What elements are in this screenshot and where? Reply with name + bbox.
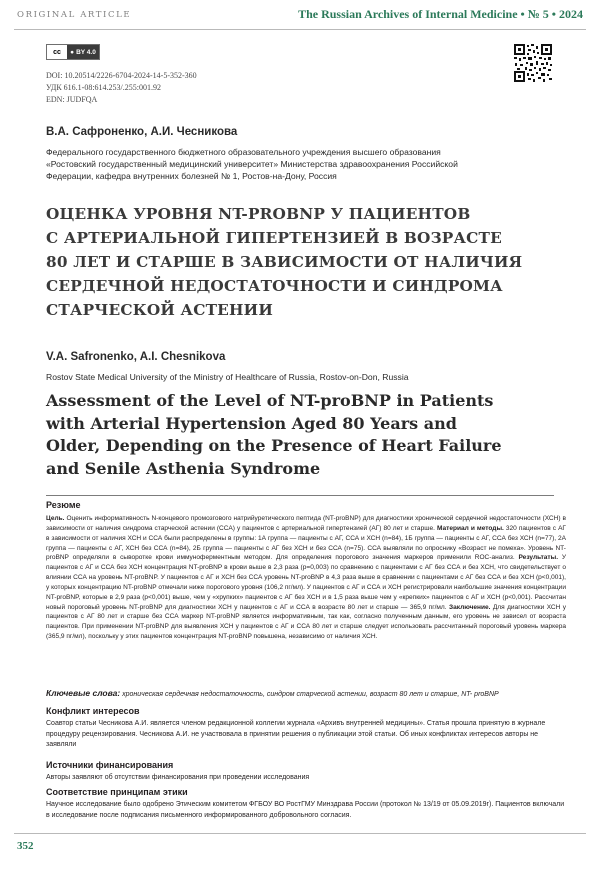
title-en-line: and Senile Asthenia Syndrome xyxy=(46,458,321,478)
journal-title: The Russian Archives of Internal Medicine • № 5 • 2024 xyxy=(298,7,583,21)
title-ru-line: СТАРЧЕСКОЙ АСТЕНИИ xyxy=(46,301,273,319)
section-divider xyxy=(46,495,554,496)
goal-label: Цель. xyxy=(46,515,65,522)
doi-line[interactable]: DOI: 10.20514/2226-6704-2024-14-5-352-360 xyxy=(46,71,197,80)
ethics-heading: Соответствие принципам этики xyxy=(46,787,188,797)
keywords-text: хроническая сердечная недостаточность, синдром старческой астении, возраст 80 лет и старше, NT- proBNP xyxy=(120,691,499,698)
results-text: У пациентов с АГ и ССА без ХСН концентрация NT-proBNP в крови выше в 2,3 раза (p=0,003) по сравнению с пациентами с АГ без ССА и без ХСН, что свидетельствует о влиянии ССА на уровень NT-proBNP. У пациентов с АГ и ХСН без ССА уровень NT-proBNP в 4,3 раза выше в сравнении с пациентами с АГ без ССА и без ХСН (p<0,001), у которых концентрацию NT-proBNP отмечали ниже порогового уровня (106,2 пг/мл). У пациентов с АГ и ССА и ХСН регистрировали наибольшие значения концентрации NT-proBNP, которые в 2,9 раза (p<0,001) выше, чем у «хрупких» пациентов с АГ без ХСН и в 1,5 раза выше чем у «крепких» пациентов с АГ и ХСН (p<0,001). Рассчитан новый пороговый уровень NT-proBNP для диагностики ХСН у пациентов с АГ и ССА в возрасте 80 лет и старше — 365,9 пг/мл. xyxy=(46,554,567,611)
title-ru-line: ОЦЕНКА УРОВНЯ NT-PROBNP У ПАЦИЕНТОВ xyxy=(46,205,471,223)
edn-line: EDN: JUDFQA xyxy=(46,95,98,104)
udk-line: УДК 616.1-08:614.253/.255:001.92 xyxy=(46,83,161,92)
conclusion-label: Заключение. xyxy=(448,603,491,611)
conflict-text: Соавтор статьи Чесникова А.И. является членом редакционной коллегии журнала «Архивъ внутренней медицины». Статья прошла принятую в журнале процедуру рецензирования. Чесникова А.И. не участвовала в принятии решения о публикации этой статьи. Об иных конфликтах интересов авторы не заявляли xyxy=(46,720,546,748)
abstract-heading: Резюме xyxy=(46,500,81,510)
funding-heading: Источники финансирования xyxy=(46,760,174,770)
authors-en: V.A. Safronenko, A.I. Chesnikova xyxy=(46,351,226,363)
title-en-line: Assessment of the Level of NT-proBNP in Patients xyxy=(46,391,494,410)
keywords-label: Ключевые слова: xyxy=(46,688,121,698)
funding-text: Авторы заявляют об отсутствии финансирования при проведении исследования xyxy=(46,774,310,781)
page-number: 352 xyxy=(17,840,34,852)
affiliation-en: Rostov State Medical University of the Ministry of Healthcare of Russia, Rostov-on-Don, Russia xyxy=(46,372,409,382)
footer-divider xyxy=(14,833,586,834)
results-label: Результаты. xyxy=(518,554,559,562)
goal-text: Оценить информативность N-концевого промозгового натрийуретического пептида (NT-proBNP) для диагностики хронической сердечной недостаточности (ХСН) в зависимости от наличия синдрома старческой астении (ССА) у пациентов с артериальной гипертензией (АГ) 80 лет и старше. xyxy=(46,515,566,532)
keywords xyxy=(46,688,566,700)
title-ru-line: СЕРДЕЧНОЙ НЕДОСТАТОЧНОСТИ И СИНДРОМА xyxy=(46,277,503,295)
affiliation-ru: Федерального государственного бюджетного образовательного учреждения высшего образования «Ростовский государственный медицинский университет» Министерства здравоохранения Российской Федерации, кафедра внутренних болезней № 1, Ростов-на-Дону, Россия xyxy=(46,147,458,181)
cc-icon: cc xyxy=(53,48,61,56)
title-ru-line: 80 ЛЕТ И СТАРШЕ В ЗАВИСИМОСТИ ОТ НАЛИЧИЯ xyxy=(46,253,523,271)
conflict-heading: Конфликт интересов xyxy=(46,706,140,716)
abstract-body xyxy=(46,514,566,642)
cc-license-badge[interactable] xyxy=(46,44,100,60)
section-label: ORIGINAL ARTICLE xyxy=(17,10,132,20)
methods-label: Материал и методы. xyxy=(436,524,504,532)
qr-code-icon xyxy=(513,43,553,83)
title-ru-line: С АРТЕРИАЛЬНОЙ ГИПЕРТЕНЗИЕЙ В ВОЗРАСТЕ xyxy=(46,229,502,247)
cc-by-label: ● BY 4.0 xyxy=(67,45,99,59)
header-divider xyxy=(14,29,586,30)
authors-ru: В.А. Сафроненко, А.И. Чесникова xyxy=(46,126,238,138)
title-en xyxy=(46,390,556,480)
title-en-line: Older, Depending on the Presence of Heart Failure xyxy=(46,436,502,455)
title-ru xyxy=(46,202,546,322)
title-en-line: with Arterial Hypertension Aged 80 Years and xyxy=(46,413,457,433)
ethics-text: Научное исследование было одобрено Этическим комитетом ФГБОУ ВО РостГМУ Минздрава России (протокол № 13/19 от 05.09.2019г). Пациентов включали в исследование после подписания письменного информированного добровольного согласия. xyxy=(46,801,565,819)
methods-text: 320 пациентов с АГ в зависимости от наличия ХСН и ССА были распределены в группы: 1А группа — пациенты с АГ, ССА и ХСН (n=84), 1Б группа — пациенты с АГ, ССА без ХСН (n=77), 2А группа — пациенты с АГ, ХСН без ССА (n=84), 2Б группа — пациенты с АГ без ХСН и без ССА (n=75). ССА выявляли по опроснику «Возраст не помеха». Уровень NT-proBNP определяли в сыворотке крови иммуноферментным методом. Для определения порогового значения маркеров применили ROC-анализ. xyxy=(46,524,566,562)
person-icon: ● xyxy=(70,48,75,56)
conclusion-text: Для диагностики ХСН у пациентов с АГ 80 лет и старше без ССА маркер NT-proBNP является информативным, так как, согласно полученным данным, его уровень не зависел от возраста пациентов. При применении NT-proBNP для выявления ХСН у пациентов с АГ и ССА 80 лет и старше следует использовать рассчитанный пороговый уровень маркера (365,9 пг/мл), поскольку у этих пациентов концентрация NT-proBNP повышена, независимо от наличия ХСН. xyxy=(46,603,567,641)
